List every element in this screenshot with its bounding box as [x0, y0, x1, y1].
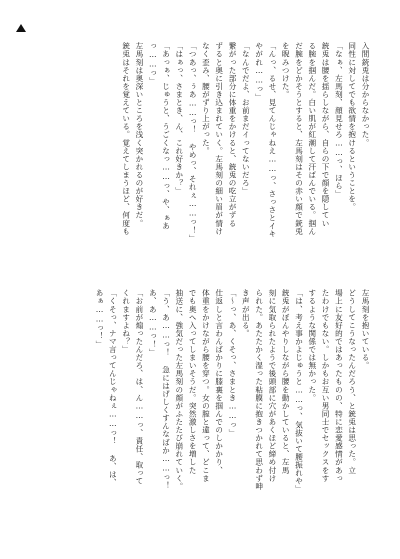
text-line: 同性に対してでも欲情を抱けるということを。 [347, 42, 357, 212]
text-line: 銃兎はそれを覚えている。覚えてしまうほど、何度も [121, 42, 131, 236]
text-line: だ腕をどかそうとすると、左馬刻はその赤い顔で銃兎 [294, 42, 304, 236]
text-line: る腕を掴んだ。白い肌が紅潮して汗ばんでいる。掴ん [307, 42, 317, 236]
text-line: あ、あ……っ！」 [148, 289, 158, 357]
text-line: 入間銃兎は分からなかった。 [361, 42, 370, 147]
text-line: を睨みつけた。 [281, 42, 291, 99]
text-line: 銃兎は腰を揺らしながら、自らの下で顔を隠してい [321, 42, 331, 228]
text-line: 「あっぁ、じゅうと、うごくなっ……っ、や、ぁあ [161, 42, 171, 230]
text-line: たわけでもない。しかもお互い男同士でセックスをす [321, 289, 331, 483]
text-line: 「お前が煽ったんだろ、は、ん……っ、責任、取って [134, 289, 144, 485]
text-line: ずると奥に引き込まれていく。左馬刻の細い眉が情け [214, 42, 224, 236]
text-line: 抽送に、強気だった左馬刻の顔がふたたび崩れていく。 [174, 289, 184, 491]
text-line: 「なんでだよ、お前まだイってないだろ」 [241, 42, 251, 195]
top-text-block [119, 42, 372, 270]
text-line: られた。あたたかく湿った粘膜に抱きつかれて思わず呻 [254, 289, 264, 491]
text-line: 銃兎がぼんやりしながら腰を動かしていると、左馬 [281, 289, 291, 475]
text-line: どうしてこうなったんだろう、と銃兎は思った。立 [347, 289, 357, 475]
text-line: 「んっ、るせ、見てんじゃねえ……っ、さっさとイキ [267, 42, 277, 238]
text-line: なく歪み、腰がずり上がった。 [201, 42, 211, 155]
text-line: っ……っ」 [148, 42, 158, 86]
text-line: 仕返しと言わんばかりに膝裏を掴んでのしかかり、 [214, 289, 224, 475]
text-line: くれますよね？」 [121, 289, 131, 354]
text-line: あぁ……っ！」 [95, 289, 105, 349]
text-line: き声が出る。 [241, 289, 251, 338]
text-line: 「～っ、あ、くそっ、さまとき……っ」 [228, 289, 238, 437]
text-line: 「は、考え事かよじゅうと……っ、気抜いて腰振れや」 [294, 289, 304, 494]
text-line: 体重をかけながら腰を穿つ。女の膣と違って、どこま [201, 289, 211, 483]
text-line: 「はぁっ、さまとき、ん、これ好きか？」 [174, 42, 184, 195]
text-line: 「なぁ、左馬刻、顔見せろ……っ、ほら」 [334, 42, 344, 198]
text-line: 場上に友好的ではあったものの、特に恋愛感情があっ [334, 289, 344, 483]
text-line: 「つあっ、ぅあ……っ！ やめっ、それぇ……っ！」 [188, 42, 198, 243]
text-line: 繋がった部分に体重をかけると、銃兎の吃立がずる [228, 42, 238, 228]
bottom-text-block [93, 289, 372, 517]
triangle-marker-icon [16, 24, 26, 32]
text-line: 「くそっ、ナマ言ってんじゃねぇ……っ！ あ、は、 [108, 289, 118, 487]
text-line: するような関係では無かった。 [307, 289, 317, 402]
text-line: 左馬刻を抱いている。 [361, 289, 370, 370]
text-line: 「う、あ……っ！ 急にはげしくすんなばか……っ！ [161, 289, 171, 490]
text-line: 刻に気取られたようで後頭部に穴があくほど締め付け [267, 289, 277, 483]
text-line: でも奥へ入ってしまいそうだ。突然激しさを増した [188, 289, 198, 475]
text-line: 左馬刻は奥深いところを浅く突かれるのが好きだ。 [134, 42, 144, 228]
text-line: やがれ……っ」 [254, 42, 264, 102]
